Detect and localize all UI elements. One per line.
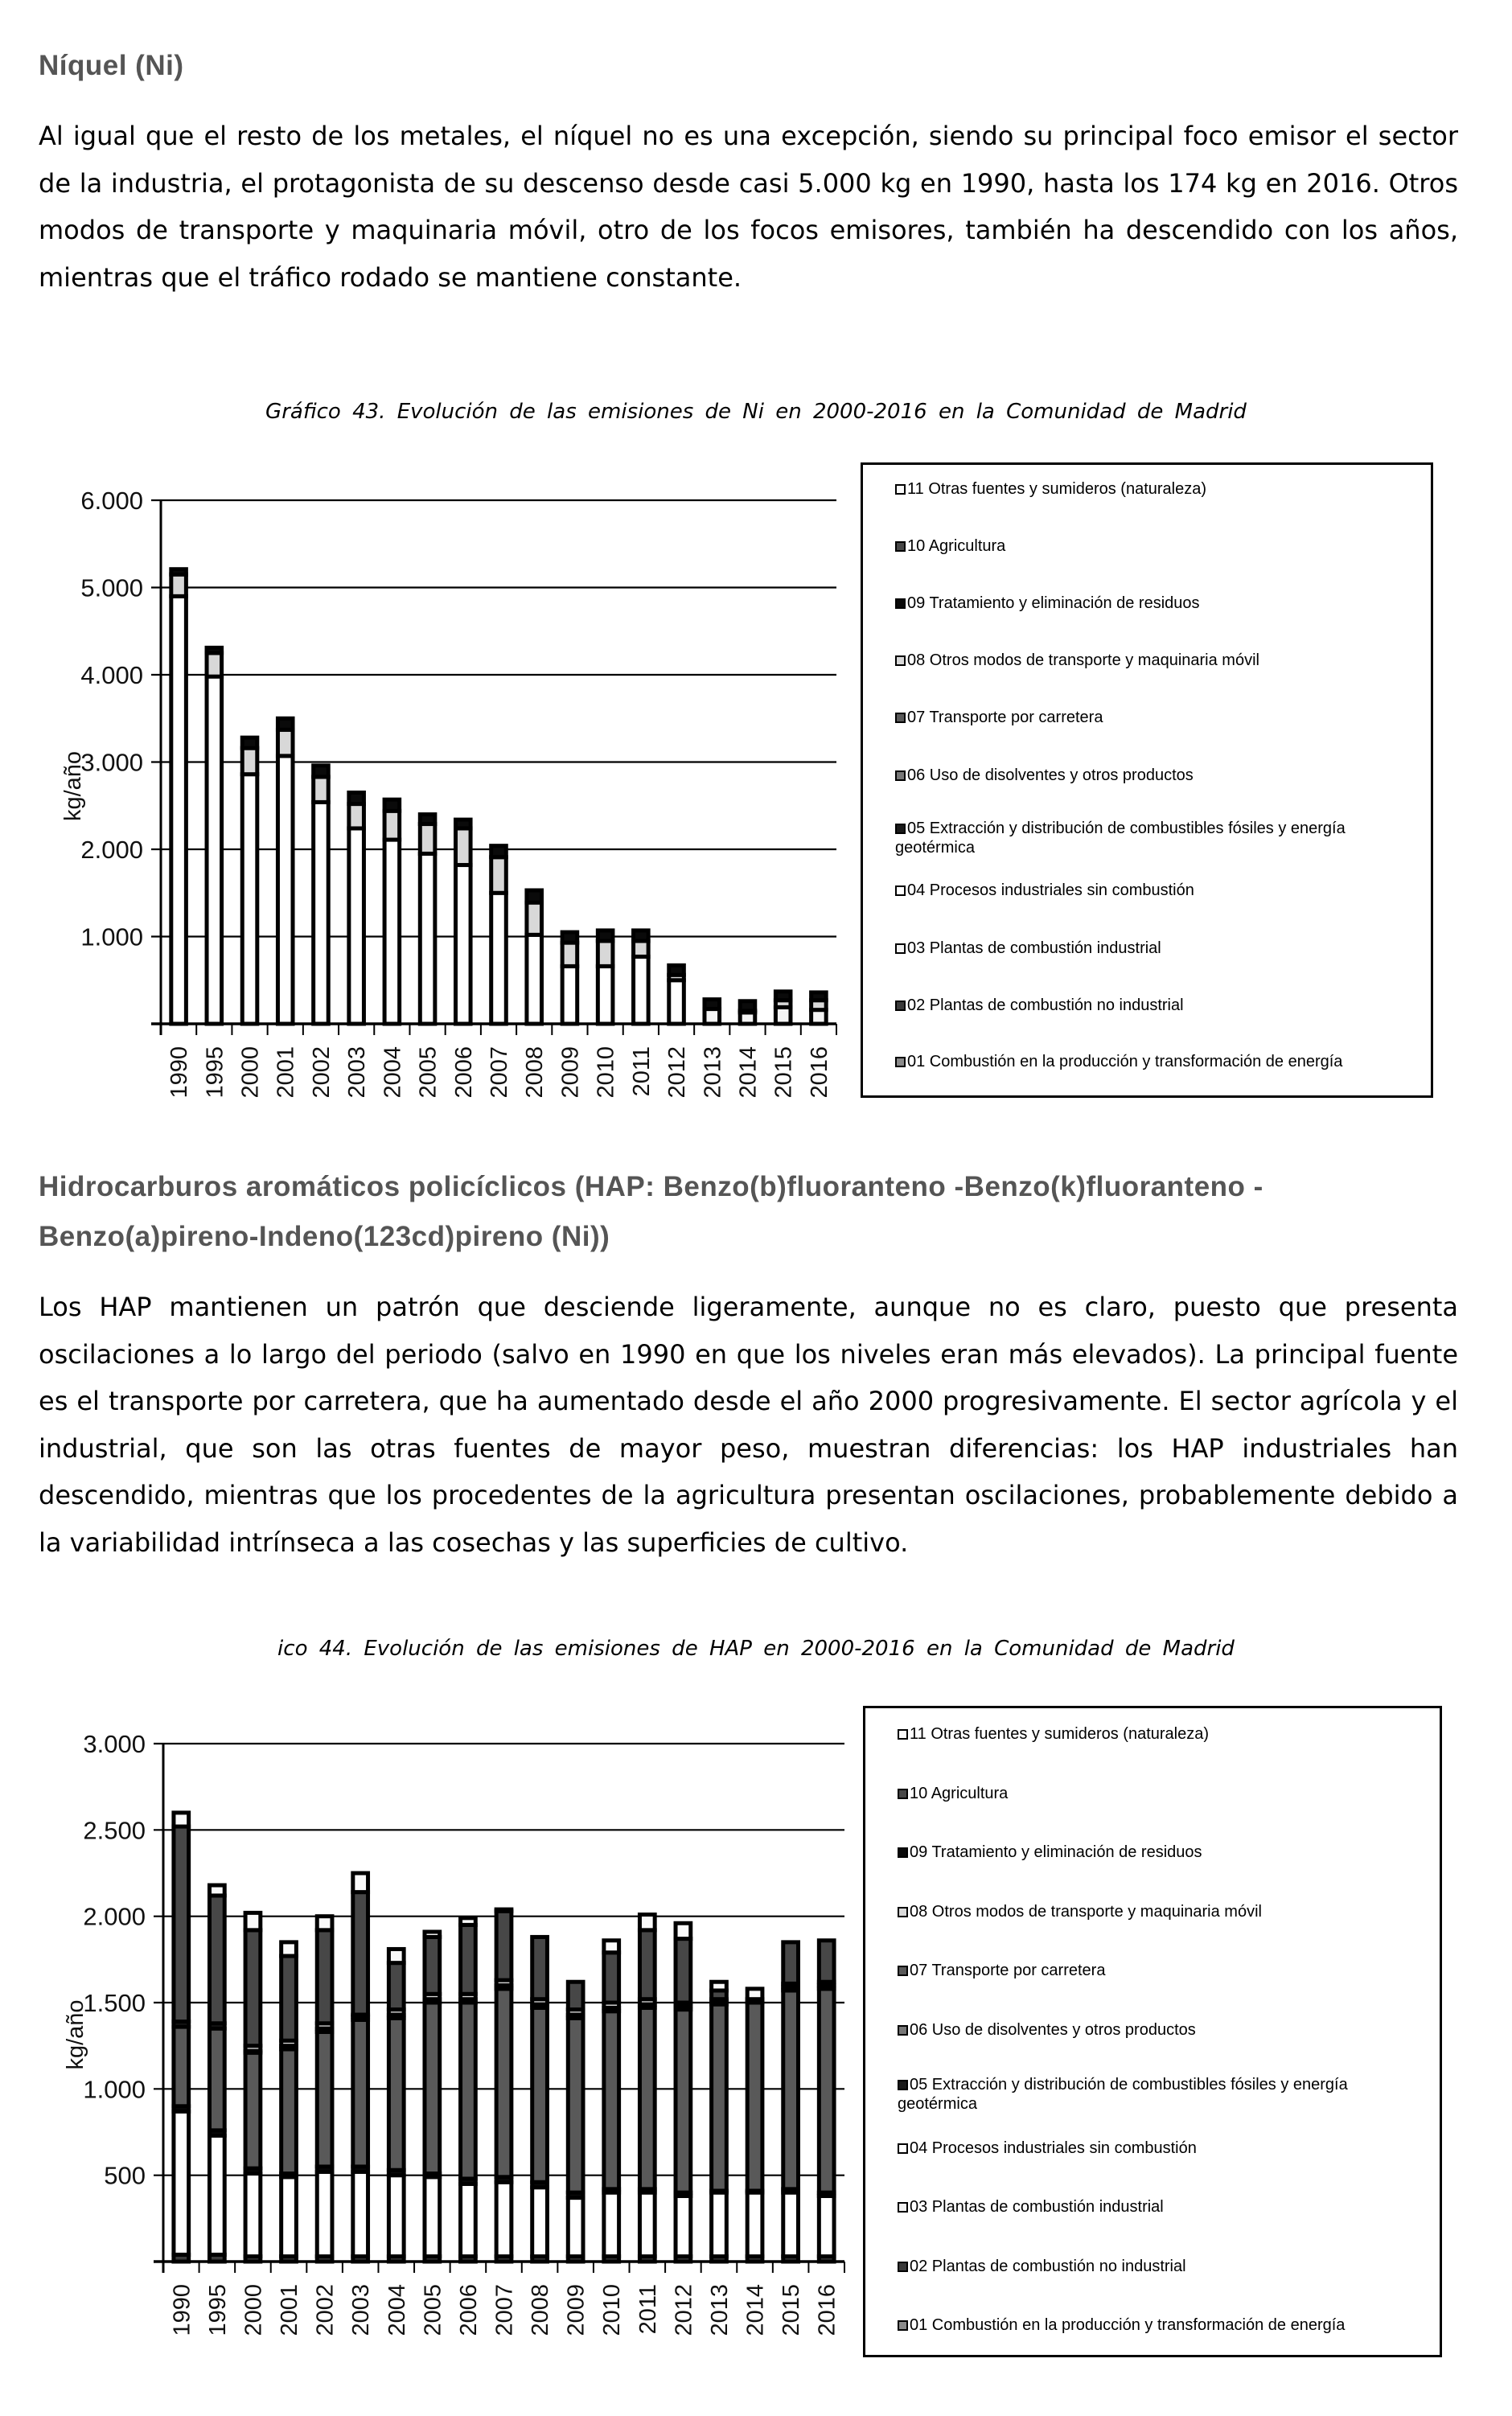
legend-swatch-icon (895, 885, 906, 896)
bar-2001 (277, 718, 293, 1024)
legend-label: 07 Transporte por carretera (910, 1962, 1106, 1979)
x-tick-label: 2005 (420, 2284, 446, 2336)
legend-swatch-icon (898, 2262, 908, 2272)
legend-item (898, 2197, 1424, 2217)
x-tick-label: 2004 (380, 1046, 406, 1099)
legend-swatch-icon (895, 1001, 906, 1011)
bar-2008 (527, 890, 542, 1024)
legend-swatch-icon (898, 2202, 908, 2213)
legend-item (898, 1784, 1424, 1803)
legend-label: 06 Uso de disolventes y otros productos (910, 2021, 1196, 2039)
bar-2010 (604, 1941, 619, 2262)
legend-label: 02 Plantas de combustión no industrial (907, 996, 1184, 1014)
legend-label: 09 Tratamiento y eliminación de residuos (910, 1843, 1202, 1861)
bar-2007 (491, 846, 507, 1024)
x-tick-label: 2006 (455, 2284, 482, 2336)
legend-item (895, 819, 1415, 857)
y-tick-label: 1.000 (80, 922, 143, 951)
x-tick-label: 2015 (770, 1046, 797, 1099)
x-tick-label: 2004 (384, 2284, 410, 2336)
x-tick-label: 2000 (240, 2284, 267, 2336)
x-tick-label: 2014 (742, 2284, 769, 2336)
bar-2013 (705, 1000, 720, 1024)
bar-2005 (420, 815, 435, 1024)
legend-label: 01 Combustión en la producción y transformación de energía (907, 1053, 1343, 1070)
legend-swatch-icon (895, 541, 906, 552)
bar-2016 (811, 992, 827, 1024)
legend-swatch-icon (895, 824, 906, 834)
x-tick-label: 2006 (450, 1046, 477, 1099)
legend-swatch-icon (895, 484, 906, 495)
legend-swatch-icon (898, 2080, 908, 2090)
legend-label: 08 Otros modos de transporte y maquinaria móvil (910, 1903, 1262, 1921)
x-tick-label: 2016 (806, 1046, 832, 1099)
section-heading-hap-line1: Hidrocarburos aromáticos policíclicos (HAP: Benzo(b)fluoranteno -Benzo(k)fluoranteno - (39, 1171, 1263, 1202)
legend-item (898, 1961, 1424, 1980)
chart-hap-legend (863, 1706, 1442, 2357)
legend-label: 04 Procesos industriales sin combustión (907, 881, 1194, 899)
bar-1995 (210, 1885, 225, 2262)
y-tick-label: 3.000 (83, 1730, 146, 1758)
y-tick-label: 1.500 (83, 1989, 146, 2017)
legend-item (895, 939, 1415, 958)
x-tick-label: 2015 (779, 2284, 805, 2336)
legend-swatch-icon (895, 655, 906, 666)
y-axis-label: kg/año (63, 1999, 88, 2070)
legend-swatch-icon (895, 943, 906, 954)
legend-item (895, 536, 1415, 556)
bar-2001 (281, 1942, 297, 2262)
x-tick-label: 2009 (557, 1046, 584, 1099)
legend-item (895, 766, 1415, 785)
legend-label: 11 Otras fuentes y sumideros (naturaleza) (907, 480, 1207, 498)
legend-swatch-icon (895, 598, 906, 609)
bar-2006 (456, 820, 471, 1024)
chart-ni-plot (0, 450, 853, 1110)
legend-item (898, 2139, 1424, 2158)
legend-swatch-icon (895, 713, 906, 723)
bar-2003 (349, 792, 364, 1024)
section-heading-hap-line2: Benzo(a)pireno-Indeno(123cd)pireno (Ni)) (39, 1221, 610, 1252)
legend-label: 03 Plantas de combustión industrial (907, 939, 1161, 957)
legend-swatch-icon (898, 1966, 908, 1976)
y-tick-label: 2.500 (83, 1816, 146, 1845)
bar-2015 (783, 1942, 799, 2262)
legend-item (898, 2257, 1424, 2276)
bar-2013 (712, 1982, 727, 2262)
bar-2011 (639, 1915, 655, 2262)
legend-swatch-icon (898, 1847, 908, 1858)
bar-2007 (496, 1909, 512, 2262)
legend-label: 06 Uso de disolventes y otros productos (907, 766, 1194, 784)
x-tick-label: 2012 (671, 2284, 697, 2336)
legend-swatch-icon (898, 2025, 908, 2036)
legend-item (898, 1902, 1424, 1921)
legend-label: 01 Combustión en la producción y transformación de energía (910, 2316, 1346, 2334)
bar-2015 (775, 992, 791, 1024)
legend-item (895, 479, 1415, 499)
y-tick-label: 2.000 (83, 1902, 146, 1931)
legend-item (898, 1843, 1424, 1862)
legend-swatch-icon (898, 1907, 908, 1917)
x-tick-label: 2007 (487, 1046, 512, 1099)
x-tick-label: 1995 (202, 1046, 228, 1099)
x-tick-label: 1990 (166, 1046, 193, 1099)
chart-hap-emissions (0, 1689, 853, 2356)
chart-caption-44: ico 44. Evolución de las emisiones de HAP en 2000-2016 en la Comunidad de Madrid (277, 1637, 1235, 1661)
paragraph-hap: Los HAP mantienen un patrón que desciende ligeramente, aunque no es claro, puesto que presenta oscilaciones a lo largo del periodo (salvo en 1990 en que los niveles eran más elevados). La principal fuente es el transporte por carretera, que ha aumentado desde el año 2000 progresivamente. El sector agrícola y el industrial, que son las otras fuentes de mayor peso, muestran diferencias: los HAP industriales han descendido, mientras que los procedentes de la agricultura presentan oscilaciones, probablemente debido a la variabilidad intrínseca a las cosechas y las superficies de cultivo. (39, 1292, 1458, 1558)
bar-1995 (207, 647, 222, 1024)
legend-item (895, 996, 1415, 1015)
bar-2004 (384, 799, 400, 1024)
bar-2014 (740, 1001, 755, 1024)
legend-item (895, 651, 1415, 670)
legend-swatch-icon (898, 1789, 908, 1799)
legend-swatch-icon (898, 1729, 908, 1740)
legend-label: 05 Extracción y distribución de combustibles fósiles y energía geotérmica (895, 820, 1346, 857)
x-tick-label: 2008 (528, 2284, 554, 2336)
legend-item (898, 2315, 1424, 2335)
legend-item (895, 1052, 1415, 1071)
x-tick-label: 2001 (277, 2284, 303, 2336)
y-tick-label: 4.000 (80, 661, 143, 689)
legend-label: 10 Agricultura (910, 1785, 1009, 1802)
legend-item (898, 2020, 1424, 2040)
x-tick-label: 2005 (415, 1046, 442, 1099)
x-tick-label: 1990 (169, 2284, 195, 2336)
x-tick-label: 2013 (706, 2284, 733, 2336)
y-axis-label: kg/año (60, 750, 86, 822)
legend-swatch-icon (898, 2320, 908, 2331)
x-tick-label: 2008 (522, 1046, 549, 1099)
bar-2002 (317, 1917, 332, 2262)
bar-2003 (353, 1873, 368, 2262)
legend-label: 11 Otras fuentes y sumideros (naturaleza) (910, 1725, 1210, 1743)
x-tick-label: 2002 (312, 2284, 339, 2336)
bar-1990 (174, 1813, 189, 2262)
bar-2004 (388, 1949, 404, 2262)
legend-swatch-icon (895, 770, 906, 781)
legend-label: 09 Tratamiento y eliminación de residuos (907, 594, 1200, 612)
chart-hap-plot (0, 1689, 853, 2356)
legend-label: 05 Extracción y distribución de combustibles fósiles y energía geotérmica (898, 2076, 1348, 2113)
legend-item (895, 881, 1415, 900)
x-tick-label: 2003 (344, 1046, 371, 1099)
y-tick-label: 2.000 (80, 836, 143, 864)
x-tick-label: 2011 (628, 1046, 655, 1097)
legend-item (895, 594, 1415, 613)
y-tick-label: 500 (104, 2161, 146, 2190)
legend-label: 02 Plantas de combustión no industrial (910, 2258, 1186, 2275)
paragraph-niquel: Al igual que el resto de los metales, el níquel no es una excepción, siendo su principal foco emisor el sector de la industria, el protagonista de su descenso desde casi 5.000 kg en 1990, hasta los 174 kg en 2016. Otros modos de transporte y maquinaria móvil, otro de los focos emisores, también ha descendido con los años, mientras que el tráfico rodado se mantiene constante. (39, 121, 1458, 293)
x-tick-label: 2007 (491, 2284, 518, 2336)
chart-caption-43: Gráfico 43. Evolución de las emisiones de Ni en 2000-2016 en la Comunidad de Madrid (265, 400, 1247, 424)
x-tick-label: 2010 (599, 2284, 626, 2336)
legend-item (895, 708, 1415, 727)
y-tick-label: 1.000 (83, 2075, 146, 2104)
bar-2012 (669, 965, 684, 1024)
x-tick-label: 2002 (308, 1046, 335, 1099)
bar-2009 (562, 932, 577, 1024)
x-tick-label: 2009 (563, 2284, 590, 2336)
bar-2014 (747, 1989, 762, 2262)
section-heading-niquel: Níquel (Ni) (39, 50, 184, 81)
x-tick-label: 2011 (635, 2284, 661, 2335)
y-tick-label: 6.000 (80, 487, 143, 515)
bar-2006 (461, 1918, 476, 2262)
bar-2008 (532, 1937, 548, 2262)
legend-item (898, 1724, 1424, 1744)
bar-2016 (819, 1941, 834, 2262)
legend-label: 10 Agricultura (907, 537, 1006, 555)
bar-2011 (634, 931, 649, 1024)
y-tick-label: 3.000 (80, 748, 143, 777)
legend-label: 04 Procesos industriales sin combustión (910, 2139, 1197, 2157)
x-tick-label: 2010 (593, 1046, 619, 1099)
x-tick-label: 2012 (664, 1046, 691, 1099)
bar-2002 (314, 766, 329, 1024)
x-tick-label: 2014 (735, 1046, 762, 1099)
x-tick-label: 2003 (348, 2284, 375, 2336)
x-tick-label: 2013 (700, 1046, 726, 1099)
legend-swatch-icon (898, 2143, 908, 2154)
y-tick-label: 5.000 (80, 573, 143, 602)
bar-1990 (171, 569, 187, 1024)
chart-ni-emissions (0, 450, 853, 1110)
bar-2010 (598, 931, 613, 1024)
x-tick-label: 1995 (204, 2284, 231, 2336)
legend-swatch-icon (895, 1057, 906, 1067)
bar-2005 (425, 1932, 440, 2262)
chart-ni-legend (861, 462, 1433, 1098)
legend-item (898, 2075, 1424, 2114)
bar-2000 (242, 738, 257, 1024)
x-tick-label: 2001 (273, 1046, 299, 1099)
legend-label: 08 Otros modos de transporte y maquinaria móvil (907, 651, 1259, 669)
bar-2012 (676, 1923, 691, 2262)
legend-label: 03 Plantas de combustión industrial (910, 2198, 1164, 2216)
bar-2000 (245, 1913, 261, 2262)
x-tick-label: 2000 (237, 1046, 264, 1099)
x-tick-label: 2016 (814, 2284, 840, 2336)
bar-2009 (568, 1982, 583, 2262)
legend-label: 07 Transporte por carretera (907, 709, 1103, 726)
